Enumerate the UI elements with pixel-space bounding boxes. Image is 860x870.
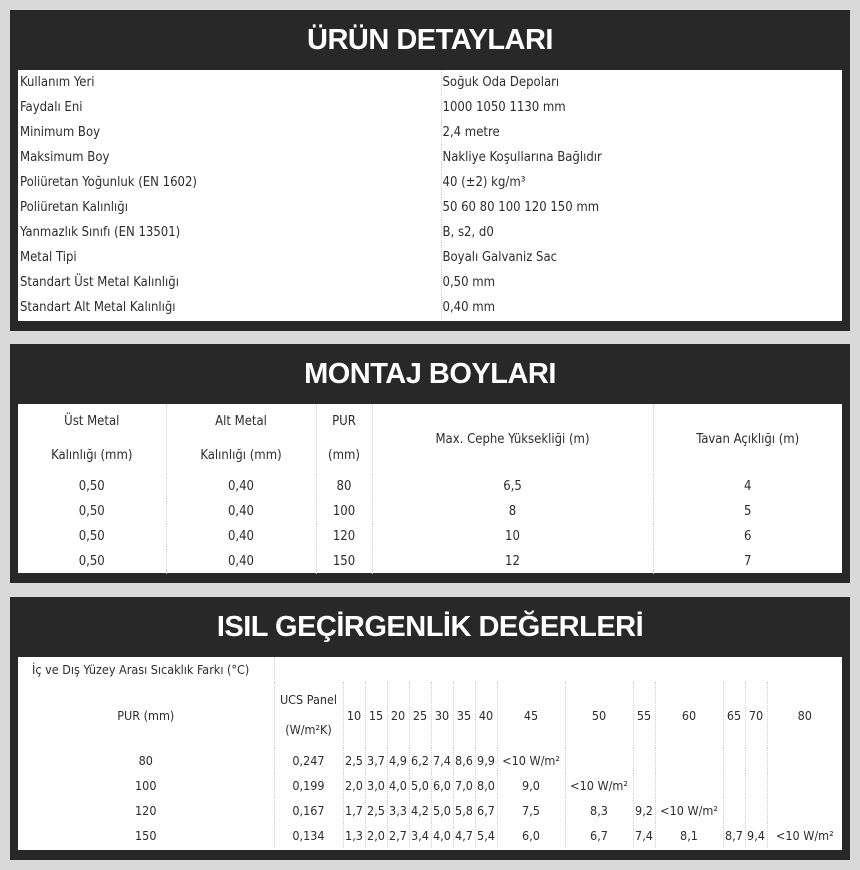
thermal-row bbox=[18, 823, 842, 848]
heat-loss-cell: 4,0 bbox=[431, 823, 453, 848]
temp-diff-header: 80 bbox=[797, 707, 812, 723]
ceiling-span-cell: 7 bbox=[744, 554, 752, 569]
detail-row bbox=[18, 145, 842, 170]
caption-spacer bbox=[274, 657, 842, 682]
product-details-panel bbox=[10, 10, 850, 331]
detail-row bbox=[18, 270, 842, 295]
heat-loss-cell: 3,0 bbox=[365, 773, 387, 798]
thermal-row bbox=[18, 773, 842, 798]
pur-mm-cell: 80 bbox=[18, 748, 274, 773]
top-metal-thickness-cell: 0,50 bbox=[18, 524, 166, 549]
heat-loss-cell: 7,4 bbox=[633, 823, 655, 848]
header-pur-line1: PUR bbox=[332, 414, 356, 429]
top-metal-thickness-cell: 0,50 bbox=[18, 549, 166, 574]
heat-loss-cell: 3,7 bbox=[365, 748, 387, 773]
temp-diff-header: 70 bbox=[745, 682, 767, 748]
heat-loss-cell: 8,3 bbox=[565, 798, 633, 823]
top-metal-thickness-cell: 0,50 bbox=[18, 474, 166, 499]
heat-loss-cell: 5,0 bbox=[409, 773, 431, 798]
heat-loss-cell bbox=[655, 773, 723, 798]
thermal-header-row bbox=[18, 682, 842, 748]
detail-value: Boyalı Galvaniz Sac bbox=[441, 245, 842, 270]
bottom-metal-thickness-cell: 0,40 bbox=[166, 549, 316, 574]
detail-row bbox=[18, 95, 842, 120]
temp-diff-header: 25 bbox=[409, 682, 431, 748]
pur-mm-cell: 100 bbox=[18, 773, 274, 798]
mounting-row bbox=[18, 549, 842, 574]
ucs-value-cell: 0,199 bbox=[274, 773, 343, 798]
detail-value: 40 (±2) kg/m³ bbox=[441, 170, 842, 195]
heat-loss-cell bbox=[745, 748, 767, 773]
thermal-row bbox=[18, 798, 842, 823]
heat-loss-cell: 2,5 bbox=[365, 798, 387, 823]
heat-loss-cell bbox=[767, 773, 842, 798]
thermal-transmittance-sheet bbox=[18, 657, 842, 850]
ceiling-span-cell: 6 bbox=[744, 529, 752, 544]
header-facade-height: Max. Cephe Yüksekliği (m) bbox=[372, 404, 653, 474]
heat-loss-cell bbox=[745, 798, 767, 823]
temp-diff-header: 15 bbox=[365, 682, 387, 748]
product-details-title: ÜRÜN DETAYLARI bbox=[307, 24, 553, 56]
bottom-metal-thickness-cell: 0,40 bbox=[166, 499, 316, 524]
mounting-row bbox=[18, 474, 842, 499]
heat-loss-cell bbox=[723, 773, 745, 798]
temp-diff-header: 65 bbox=[723, 682, 745, 748]
detail-label: Minimum Boy bbox=[20, 125, 101, 140]
detail-row bbox=[18, 120, 842, 145]
heat-loss-cell: <10 W/m² bbox=[775, 828, 834, 843]
mounting-lengths-sheet bbox=[18, 404, 842, 573]
pur-thickness-cell: 150 bbox=[316, 549, 372, 574]
heat-loss-cell: <10 W/m² bbox=[655, 798, 723, 823]
ucs-value-cell: 0,167 bbox=[274, 798, 343, 823]
heat-loss-cell: 9,2 bbox=[633, 798, 655, 823]
detail-label: Standart Alt Metal Kalınlığı bbox=[20, 300, 176, 315]
heat-loss-cell: 8,1 bbox=[655, 823, 723, 848]
detail-row bbox=[18, 195, 842, 220]
header-ucs-line2: (W/m²K) bbox=[285, 722, 332, 737]
thermal-transmittance-title: ISIL GEÇİRGENLİK DEĞERLERİ bbox=[216, 611, 644, 643]
temp-diff-header: 45 bbox=[497, 682, 565, 748]
header-ucs-line1: UCS Panel bbox=[279, 692, 338, 707]
detail-value: 0,40 mm bbox=[441, 295, 842, 320]
heat-loss-cell: 6,7 bbox=[565, 823, 633, 848]
heat-loss-cell: 5,0 bbox=[431, 798, 453, 823]
heat-loss-cell bbox=[767, 748, 842, 773]
heat-loss-cell: 4,7 bbox=[453, 823, 475, 848]
pur-thickness-cell: 120 bbox=[316, 524, 372, 549]
thermal-transmittance-panel bbox=[10, 597, 850, 860]
heat-loss-cell: 2,0 bbox=[343, 773, 365, 798]
heat-loss-cell: 8,7 bbox=[723, 823, 745, 848]
thermal-transmittance-table bbox=[18, 657, 842, 848]
detail-label: Yanmazlık Sınıfı (EN 13501) bbox=[20, 225, 181, 240]
heat-loss-cell bbox=[633, 748, 655, 773]
ucs-value-cell: 0,247 bbox=[274, 748, 343, 773]
detail-label: Kullanım Yeri bbox=[20, 75, 95, 90]
heat-loss-cell: 6,7 bbox=[475, 798, 497, 823]
detail-row bbox=[18, 245, 842, 270]
heat-loss-cell: 1,7 bbox=[343, 798, 365, 823]
detail-label: Standart Üst Metal Kalınlığı bbox=[20, 275, 179, 290]
temperature-difference-caption: İç ve Dış Yüzey Arası Sıcaklık Farkı (°C) bbox=[18, 657, 274, 682]
detail-row bbox=[18, 170, 842, 195]
max-facade-height-cell: 10 bbox=[372, 524, 653, 549]
header-top-metal-line1: Üst Metal bbox=[64, 414, 120, 429]
mounting-lengths-title: MONTAJ BOYLARI bbox=[304, 358, 556, 390]
heat-loss-cell bbox=[565, 748, 633, 773]
mounting-row bbox=[18, 499, 842, 524]
temp-diff-header: 10 bbox=[343, 682, 365, 748]
detail-value: 50 60 80 100 120 150 mm bbox=[441, 195, 842, 220]
heat-loss-cell: 5,8 bbox=[453, 798, 475, 823]
mounting-lengths-table bbox=[18, 404, 842, 574]
max-facade-height-cell: 12 bbox=[372, 549, 653, 574]
top-metal-thickness-cell: 0,50 bbox=[18, 499, 166, 524]
header-ucs-panel bbox=[274, 682, 343, 748]
thermal-row bbox=[18, 748, 842, 773]
detail-row bbox=[18, 295, 842, 320]
heat-loss-cell: 9,0 bbox=[497, 773, 565, 798]
heat-loss-cell: 4,2 bbox=[409, 798, 431, 823]
heat-loss-cell: 9,4 bbox=[745, 823, 767, 848]
temp-diff-header: 20 bbox=[387, 682, 409, 748]
detail-row bbox=[18, 70, 842, 95]
detail-value: 2,4 metre bbox=[441, 120, 842, 145]
mounting-lengths-panel bbox=[10, 344, 850, 583]
heat-loss-cell: 8,6 bbox=[453, 748, 475, 773]
heat-loss-cell: 6,2 bbox=[409, 748, 431, 773]
heat-loss-cell: 3,4 bbox=[409, 823, 431, 848]
heat-loss-cell: 7,5 bbox=[497, 798, 565, 823]
temp-diff-header: 55 bbox=[633, 682, 655, 748]
detail-label: Poliüretan Kalınlığı bbox=[20, 200, 128, 215]
detail-value: Nakliye Koşullarına Bağlıdır bbox=[441, 145, 842, 170]
heat-loss-cell: <10 W/m² bbox=[565, 773, 633, 798]
heat-loss-cell: 1,3 bbox=[343, 823, 365, 848]
detail-row bbox=[18, 220, 842, 245]
header-pur bbox=[316, 404, 372, 474]
product-details-table bbox=[18, 70, 842, 320]
header-bottom-metal-line1: Alt Metal bbox=[215, 414, 267, 429]
thermal-caption-row bbox=[18, 657, 842, 682]
pur-thickness-cell: 100 bbox=[316, 499, 372, 524]
heat-loss-cell: 4,0 bbox=[387, 773, 409, 798]
heat-loss-cell bbox=[745, 773, 767, 798]
header-ceiling-span: Tavan Açıklığı (m) bbox=[696, 431, 800, 447]
heat-loss-cell: 2,5 bbox=[343, 748, 365, 773]
header-top-metal-line2: Kalınlığı (mm) bbox=[51, 448, 133, 463]
mounting-row bbox=[18, 524, 842, 549]
pur-mm-cell: 120 bbox=[18, 798, 274, 823]
heat-loss-cell: 7,0 bbox=[453, 773, 475, 798]
heat-loss-cell: 6,0 bbox=[497, 823, 565, 848]
heat-loss-cell: 8,0 bbox=[475, 773, 497, 798]
pur-thickness-cell: 80 bbox=[316, 474, 372, 499]
header-bottom-metal-line2: Kalınlığı (mm) bbox=[200, 448, 282, 463]
mounting-header-row bbox=[18, 404, 842, 474]
max-facade-height-cell: 6,5 bbox=[372, 474, 653, 499]
heat-loss-cell: 5,4 bbox=[475, 823, 497, 848]
ceiling-span-cell: 4 bbox=[744, 479, 752, 494]
header-pur-mm: PUR (mm) bbox=[18, 682, 274, 748]
detail-label: Metal Tipi bbox=[20, 250, 77, 265]
ucs-value-cell: 0,134 bbox=[274, 823, 343, 848]
temp-diff-header: 60 bbox=[655, 682, 723, 748]
detail-value: 1000 1050 1130 mm bbox=[441, 95, 842, 120]
bottom-metal-thickness-cell: 0,40 bbox=[166, 474, 316, 499]
detail-label: Poliüretan Yoğunluk (EN 1602) bbox=[20, 175, 197, 190]
temp-diff-header: 35 bbox=[453, 682, 475, 748]
detail-label: Maksimum Boy bbox=[20, 150, 110, 165]
heat-loss-cell bbox=[767, 798, 842, 823]
heat-loss-cell bbox=[633, 773, 655, 798]
ceiling-span-cell: 5 bbox=[744, 504, 752, 519]
detail-value: Soğuk Oda Depoları bbox=[441, 70, 842, 95]
heat-loss-cell: 7,4 bbox=[431, 748, 453, 773]
heat-loss-cell: 9,9 bbox=[475, 748, 497, 773]
heat-loss-cell: 3,3 bbox=[387, 798, 409, 823]
heat-loss-cell bbox=[723, 798, 745, 823]
heat-loss-cell: 6,0 bbox=[431, 773, 453, 798]
max-facade-height-cell: 8 bbox=[372, 499, 653, 524]
temp-diff-header: 30 bbox=[431, 682, 453, 748]
heat-loss-cell bbox=[723, 748, 745, 773]
heat-loss-cell bbox=[655, 748, 723, 773]
heat-loss-cell: 2,0 bbox=[365, 823, 387, 848]
detail-value: 0,50 mm bbox=[441, 270, 842, 295]
bottom-metal-thickness-cell: 0,40 bbox=[166, 524, 316, 549]
temp-diff-header: 50 bbox=[565, 682, 633, 748]
detail-value: B, s2, d0 bbox=[441, 220, 842, 245]
pur-mm-cell: 150 bbox=[18, 823, 274, 848]
product-details-sheet bbox=[18, 70, 842, 321]
header-pur-line2: (mm) bbox=[328, 448, 360, 463]
header-top-metal bbox=[18, 404, 166, 474]
heat-loss-cell: 4,9 bbox=[387, 748, 409, 773]
header-bottom-metal bbox=[166, 404, 316, 474]
temp-diff-header: 40 bbox=[475, 682, 497, 748]
detail-label: Faydalı Eni bbox=[20, 100, 83, 115]
heat-loss-cell: 2,7 bbox=[387, 823, 409, 848]
heat-loss-cell: <10 W/m² bbox=[497, 748, 565, 773]
